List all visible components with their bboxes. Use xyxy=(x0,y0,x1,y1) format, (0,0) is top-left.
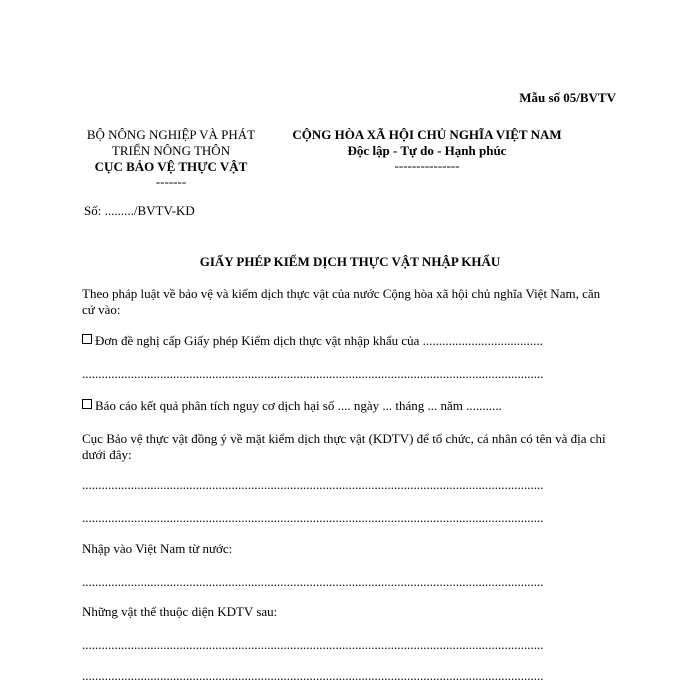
right-separator: --------------- xyxy=(394,158,460,173)
department-name: CỤC BẢO VỆ THỰC VẬT xyxy=(94,159,248,174)
document-number: Số: ........./BVTV-KD xyxy=(84,203,195,218)
ministry-line-2: TRIỂN NÔNG THÔN xyxy=(111,143,231,158)
fill-line-3: .............................................................................................................................................. xyxy=(82,510,544,525)
ministry-line-1: BỘ NÔNG NGHIỆP VÀ PHÁT xyxy=(86,127,256,142)
items-label: Những vật thể thuộc diện KDTV sau: xyxy=(82,604,278,619)
intro-paragraph: Theo pháp luật về bảo vệ và kiểm dịch thực vật của nước Cộng hòa xã hội chủ nghĩa Việt Nam, căn cứ vào: xyxy=(82,286,601,317)
application-label: Đơn đề nghị cấp Giấy phép Kiểm dịch thực vật nhập khẩu của ..................................... xyxy=(95,333,543,348)
application-checkbox[interactable] xyxy=(82,334,92,344)
document-header xyxy=(78,127,578,217)
left-separator: ------- xyxy=(155,174,187,189)
risk-report-item xyxy=(82,398,612,414)
fill-line-4: .............................................................................................................................................. xyxy=(82,574,544,589)
fill-line-1: .............................................................................................................................................. xyxy=(82,366,544,381)
national-motto: Độc lập - Tự do - Hạnh phúc xyxy=(347,143,507,158)
risk-report-checkbox[interactable] xyxy=(82,399,92,409)
country-name: CỘNG HÒA XÃ HỘI CHỦ NGHĨA VIỆT NAM xyxy=(292,127,562,142)
document-title: GIẤY PHÉP KIỂM DỊCH THỰC VẬT NHẬP KHẨU xyxy=(199,254,501,269)
national-heading xyxy=(276,127,578,173)
application-item xyxy=(82,333,612,349)
form-number: Mẫu số 05/BVTV xyxy=(519,90,616,105)
agreement-paragraph: Cục Bảo vệ thực vật đồng ý về mặt kiểm dịch thực vật (KDTV) để tổ chức, cá nhân có tên và địa chỉ dưới đây: xyxy=(82,431,606,462)
fill-line-2: .............................................................................................................................................. xyxy=(82,477,544,492)
risk-report-label: Báo cáo kết quả phân tích nguy cơ dịch hại số .... ngày ... tháng ... năm ........... xyxy=(95,398,502,413)
fill-line-5: .............................................................................................................................................. xyxy=(82,637,544,652)
issuing-authority xyxy=(78,127,264,219)
fill-line-6: .............................................................................................................................................. xyxy=(82,668,544,683)
import-country-label: Nhập vào Việt Nam từ nước: xyxy=(82,541,233,556)
